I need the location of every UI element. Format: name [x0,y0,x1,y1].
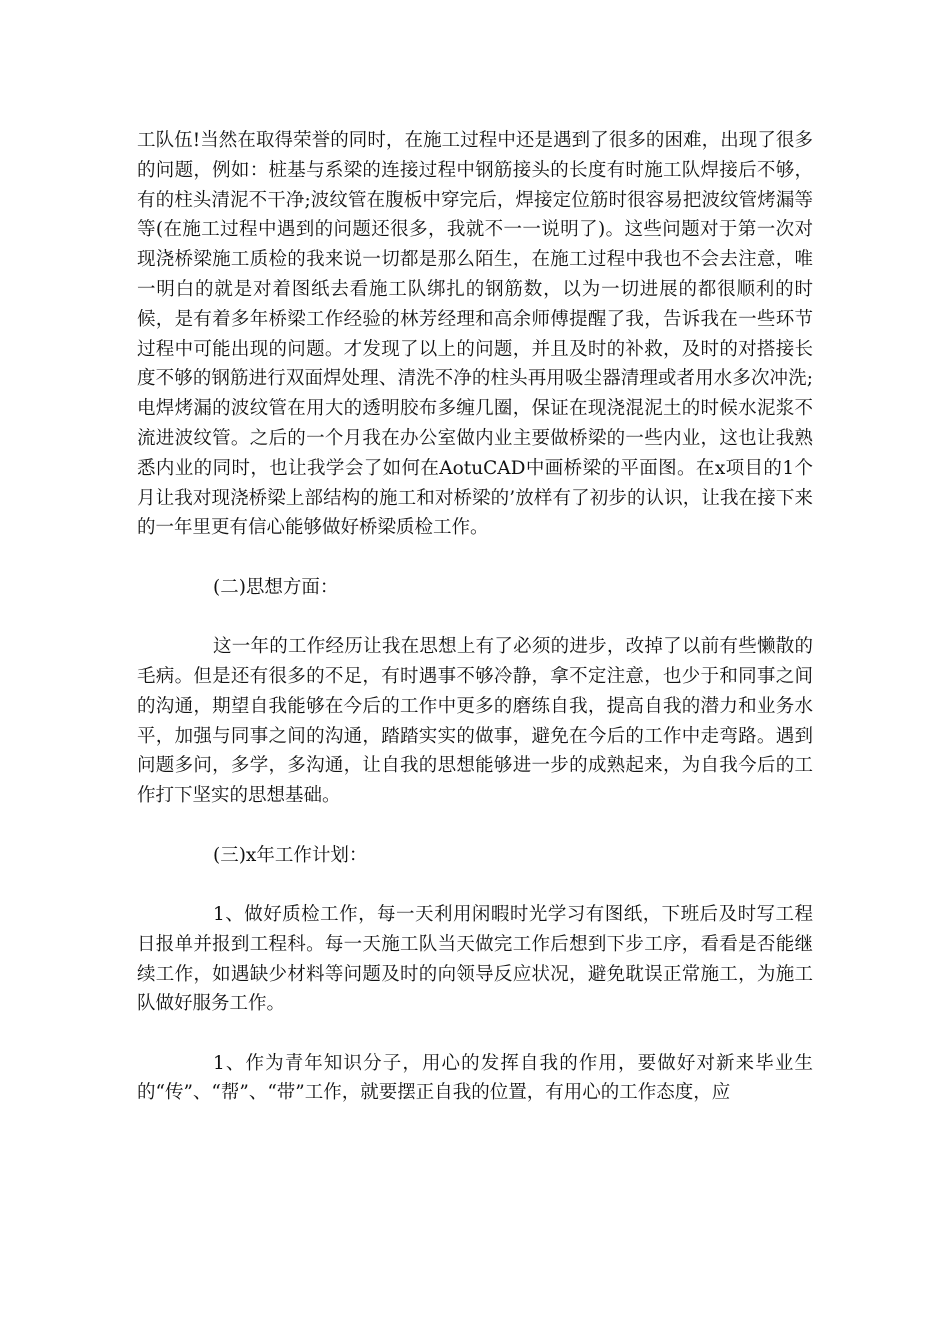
paragraph-plan-item-quality-inspection: 1、做好质检工作，每一天利用闲暇时光学习有图纸，下班后及时写工程日报单并报到工程科。每一天施工队当天做完工作后想到下步工序，看看是否能继续工作，如遇缺少材料等问题及时的向领导反应状况，避免耽误正常施工，为施工队做好服务工作。 [137,903,813,1015]
paragraph-construction-experience: 工队伍!当然在取得荣誉的同时，在施工过程中还是遇到了很多的困难，出现了很多的问题，例如：桩基与系梁的连接过程中钢筋接头的长度有时施工队焊接后不够，有的柱头清泥不干净;波纹管在腹板中穿完后，焊接定位筋时很容易把波纹管烤漏等等(在施工过程中遇到的问题还很多，我就不一一说明了)。这些问题对于第一次对现浇桥梁施工质检的我来说一切都是那么陌生，在施工过程中我也不会去注意，唯一明白的就是对着图纸去看施工队绑扎的钢筋数，以为一切进展的都很顺利的时候，是有着多年桥梁工作经验的林芳经理和高余师傅提醒了我，告诉我在一些环节过程中可能出现的问题。才发现了以上的问题，并且及时的补救，及时的对搭接长度不够的钢筋进行双面焊处理、清洗不净的柱头再用吸尘器清理或者用水多次冲洗;电焊烤漏的波纹管在用大的透明胶布多缠几圈，保证在现浇混泥土的时候水泥浆不流进波纹管。之后的一个月我在办公室做内业主要做桥梁的一些内业，这也让我熟悉内业的同时，也让我学会了如何在AotuCAD中画桥梁的平面图。在x项目的1个月让我对现浇桥梁上部结构的施工和对桥梁的’放样有了初步的认识，让我在接下来的一年里更有信心能够做好桥梁质检工作。 [137,130,813,539]
section-heading-thinking: (二)思想方面： [213,576,339,598]
document-body [137,126,813,1108]
section-heading-work-plan: (三)x年工作计划： [213,844,368,866]
paragraph-plan-item-mentoring: 1、作为青年知识分子，用心的发挥自我的作用，要做好对新来毕业生的“传”、“帮”、“带”工作，就要摆正自我的位置，有用心的工作态度，应 [137,1052,813,1104]
paragraph-thinking: 这一年的工作经历让我在思想上有了必须的进步，改掉了以前有些懒散的毛病。但是还有很多的不足，有时遇事不够冷静，拿不定注意，也少于和同事之间的沟通，期望自我能够在今后的工作中更多的磨练自我，提高自我的潜力和业务水平，加强与同事之间的沟通，踏踏实实的做事，避免在今后的工作中走弯路。遇到问题多问，多学，多沟通，让自我的思想能够进一步的成熟起来，为自我今后的工作打下坚实的思想基础。 [137,636,813,807]
